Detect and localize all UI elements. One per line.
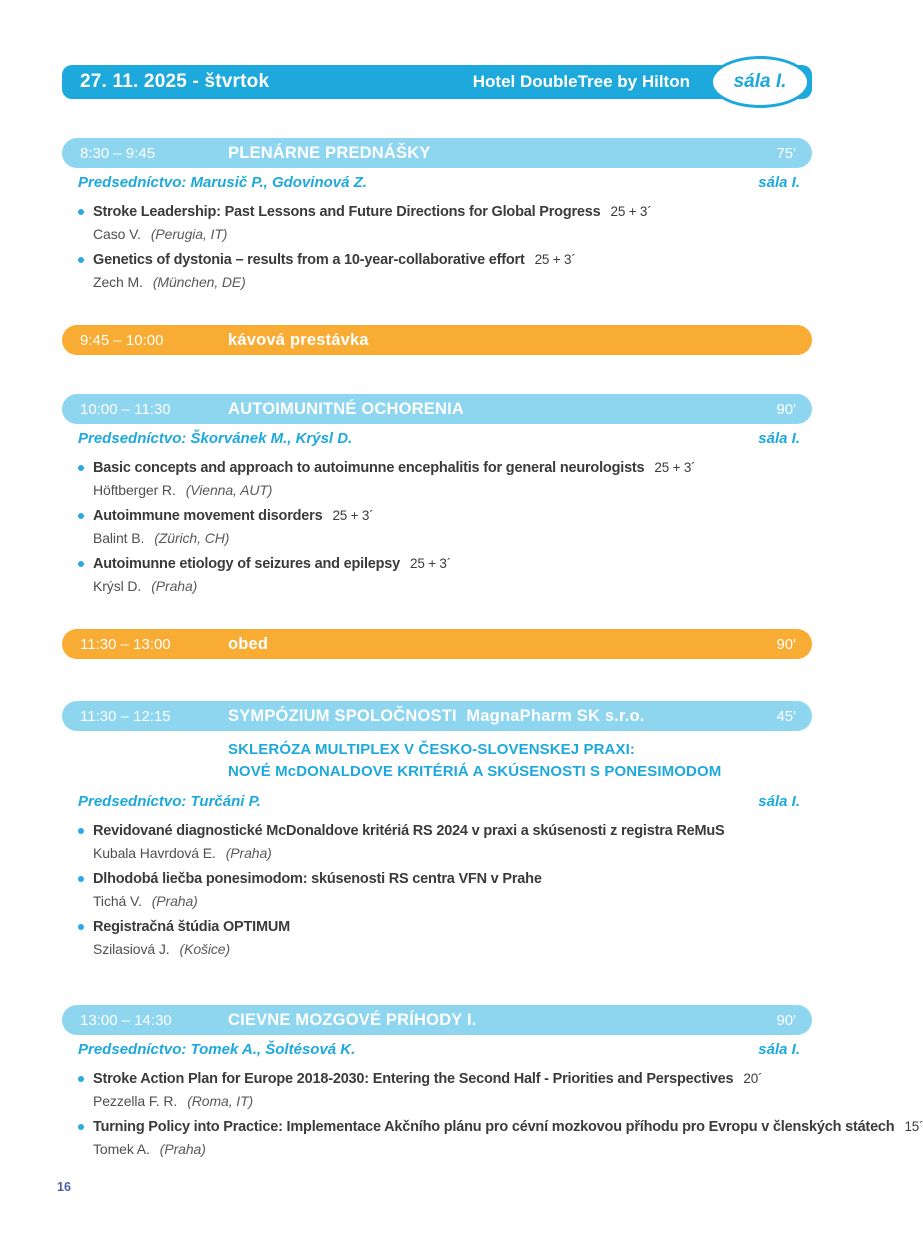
talk-item — [62, 505, 812, 549]
break-time: 11:30 – 13:00 — [80, 635, 171, 653]
bullet-icon — [78, 209, 84, 215]
session-time: 10:00 – 11:30 — [80, 400, 171, 418]
speaker-location: (Praha) — [151, 893, 198, 909]
symposium-subtitle — [62, 739, 812, 783]
session-bar-cievne — [62, 1005, 812, 1035]
speaker-location: (Praha) — [151, 578, 198, 594]
break-title: obed — [228, 634, 269, 653]
session-time: 8:30 – 9:45 — [80, 144, 156, 162]
speaker-location: (Vienna, AUT) — [185, 482, 273, 498]
session-chairs: Predsedníctvo: Tomek A., Šoltésová K. — [78, 1041, 356, 1058]
talk-duration: 20´ — [743, 1071, 763, 1086]
talk-list — [62, 201, 812, 293]
talk-item — [62, 916, 812, 960]
speaker-name: Höftberger R. — [93, 482, 176, 498]
session-title: PLENÁRNE PREDNÁŠKY — [228, 143, 431, 162]
talk-list — [62, 1068, 923, 1160]
talk-title: Registračná štúdia OPTIMUM — [93, 919, 291, 935]
page-number: 16 — [57, 1180, 71, 1194]
chairs-row — [62, 430, 812, 450]
break-title: kávová prestávka — [228, 330, 369, 349]
session-chairs: Predsedníctvo: Turčáni P. — [78, 793, 261, 810]
speaker-name: Balint B. — [93, 530, 145, 546]
session-duration: 75' — [776, 144, 796, 162]
speaker-name: Pezzella F. R. — [93, 1093, 178, 1109]
speaker-name: Krýsl D. — [93, 578, 142, 594]
program-content — [62, 0, 923, 1164]
speaker-name: Szilasiová J. — [93, 941, 170, 957]
chairs-row — [62, 793, 812, 813]
session-room: sála I. — [758, 1041, 800, 1058]
bullet-icon — [78, 1124, 84, 1130]
talk-item — [62, 249, 812, 293]
session-room: sála I. — [758, 793, 800, 810]
session-room: sála I. — [758, 430, 800, 447]
session-room: sála I. — [758, 174, 800, 191]
talk-title: Genetics of dystonia – results from a 10-year-collaborative effort — [93, 252, 525, 268]
talk-title: Autoimunne etiology of seizures and epilepsy — [93, 556, 401, 572]
talk-item — [62, 820, 812, 864]
talk-item — [62, 868, 812, 912]
session-title: AUTOIMUNITNÉ OCHORENIA — [228, 399, 465, 418]
break-time: 9:45 – 10:00 — [80, 331, 164, 349]
talk-item — [62, 1068, 812, 1112]
talk-item — [62, 457, 812, 501]
talk-title: Turning Policy into Practice: Implementace Akčního plánu pro cévní mozkovou příhodu pro Evropu v členských státech — [93, 1119, 895, 1135]
symposium-subtitle-line1: SKLERÓZA MULTIPLEX V ČESKO-SLOVENSKEJ PRAXI: — [228, 741, 635, 758]
talk-item — [62, 1116, 923, 1160]
bullet-icon — [78, 1076, 84, 1082]
session-chairs: Predsedníctvo: Marusič P., Gdovinová Z. — [78, 174, 367, 191]
talk-title: Stroke Action Plan for Europe 2018-2030: Entering the Second Half - Priorities and Perspectives — [93, 1071, 734, 1087]
talk-duration: 25 + 3´ — [332, 508, 374, 523]
speaker-name: Caso V. — [93, 226, 141, 242]
bullet-icon — [78, 876, 84, 882]
bullet-icon — [78, 257, 84, 263]
day-header-bar — [62, 65, 812, 99]
talk-item — [62, 553, 812, 597]
session-duration: 90' — [776, 1011, 796, 1029]
bullet-icon — [78, 828, 84, 834]
speaker-location: (Praha) — [225, 845, 272, 861]
chairs-row — [62, 1041, 812, 1061]
speaker-name: Kubala Havrdová E. — [93, 845, 216, 861]
speaker-location: (Košice) — [179, 941, 231, 957]
speaker-location: (Zürich, CH) — [154, 530, 230, 546]
talk-list — [62, 820, 812, 960]
talk-title: Stroke Leadership: Past Lessons and Future Directions for Global Progress — [93, 204, 601, 220]
venue-name: Hotel DoubleTree by Hilton — [472, 72, 690, 91]
session-duration: 45' — [776, 707, 796, 725]
speaker-name: Tichá V. — [93, 893, 142, 909]
chairs-row — [62, 174, 812, 194]
day-date: 27. 11. 2025 - štvrtok — [80, 71, 270, 92]
session-bar-plenarne — [62, 138, 812, 168]
session-title: SYMPÓZIUM SPOLOČNOSTI MagnaPharm SK s.r.o. — [228, 706, 645, 725]
bullet-icon — [78, 513, 84, 519]
room-badge: sála I. — [710, 56, 810, 108]
break-bar-coffee — [62, 325, 812, 355]
session-time: 11:30 – 12:15 — [80, 707, 171, 725]
talk-duration: 25 + 3´ — [654, 460, 696, 475]
talk-title: Dlhodobá liečba ponesimodom: skúsenosti RS centra VFN v Prahe — [93, 871, 542, 887]
talk-title: Revidované diagnostické McDonaldove kritériá RS 2024 v praxi a skúsenosti z registra ReMuS — [93, 823, 725, 839]
talk-list — [62, 457, 812, 597]
talk-duration: 25 + 3´ — [534, 252, 576, 267]
session-time: 13:00 – 14:30 — [80, 1011, 172, 1029]
session-bar-symposium — [62, 701, 812, 731]
talk-item — [62, 201, 812, 245]
symposium-subtitle-line2: NOVÉ McDONALDOVE KRITÉRIÁ A SKÚSENOSTI S PONESIMODOM — [228, 763, 722, 780]
session-chairs: Predsedníctvo: Škorvánek M., Krýsl D. — [78, 430, 353, 447]
talk-duration: 15´ — [904, 1119, 923, 1134]
session-title: CIEVNE MOZGOVÉ PRÍHODY I. — [228, 1010, 477, 1029]
bullet-icon — [78, 465, 84, 471]
speaker-location: (Praha) — [159, 1141, 206, 1157]
session-duration: 90' — [776, 400, 796, 418]
talk-duration: 25 + 3´ — [410, 556, 452, 571]
bullet-icon — [78, 561, 84, 567]
break-bar-lunch — [62, 629, 812, 659]
speaker-name: Zech M. — [93, 274, 143, 290]
speaker-location: (Roma, IT) — [187, 1093, 254, 1109]
talk-title: Autoimmune movement disorders — [93, 508, 323, 524]
speaker-location: (München, DE) — [152, 274, 246, 290]
bullet-icon — [78, 924, 84, 930]
talk-title: Basic concepts and approach to autoimunne encephalitis for general neurologists — [93, 460, 645, 476]
speaker-location: (Perugia, IT) — [150, 226, 228, 242]
talk-duration: 25 + 3´ — [610, 204, 652, 219]
speaker-name: Tomek A. — [93, 1141, 150, 1157]
session-bar-autoimunitne — [62, 394, 812, 424]
break-duration: 90' — [776, 635, 796, 653]
